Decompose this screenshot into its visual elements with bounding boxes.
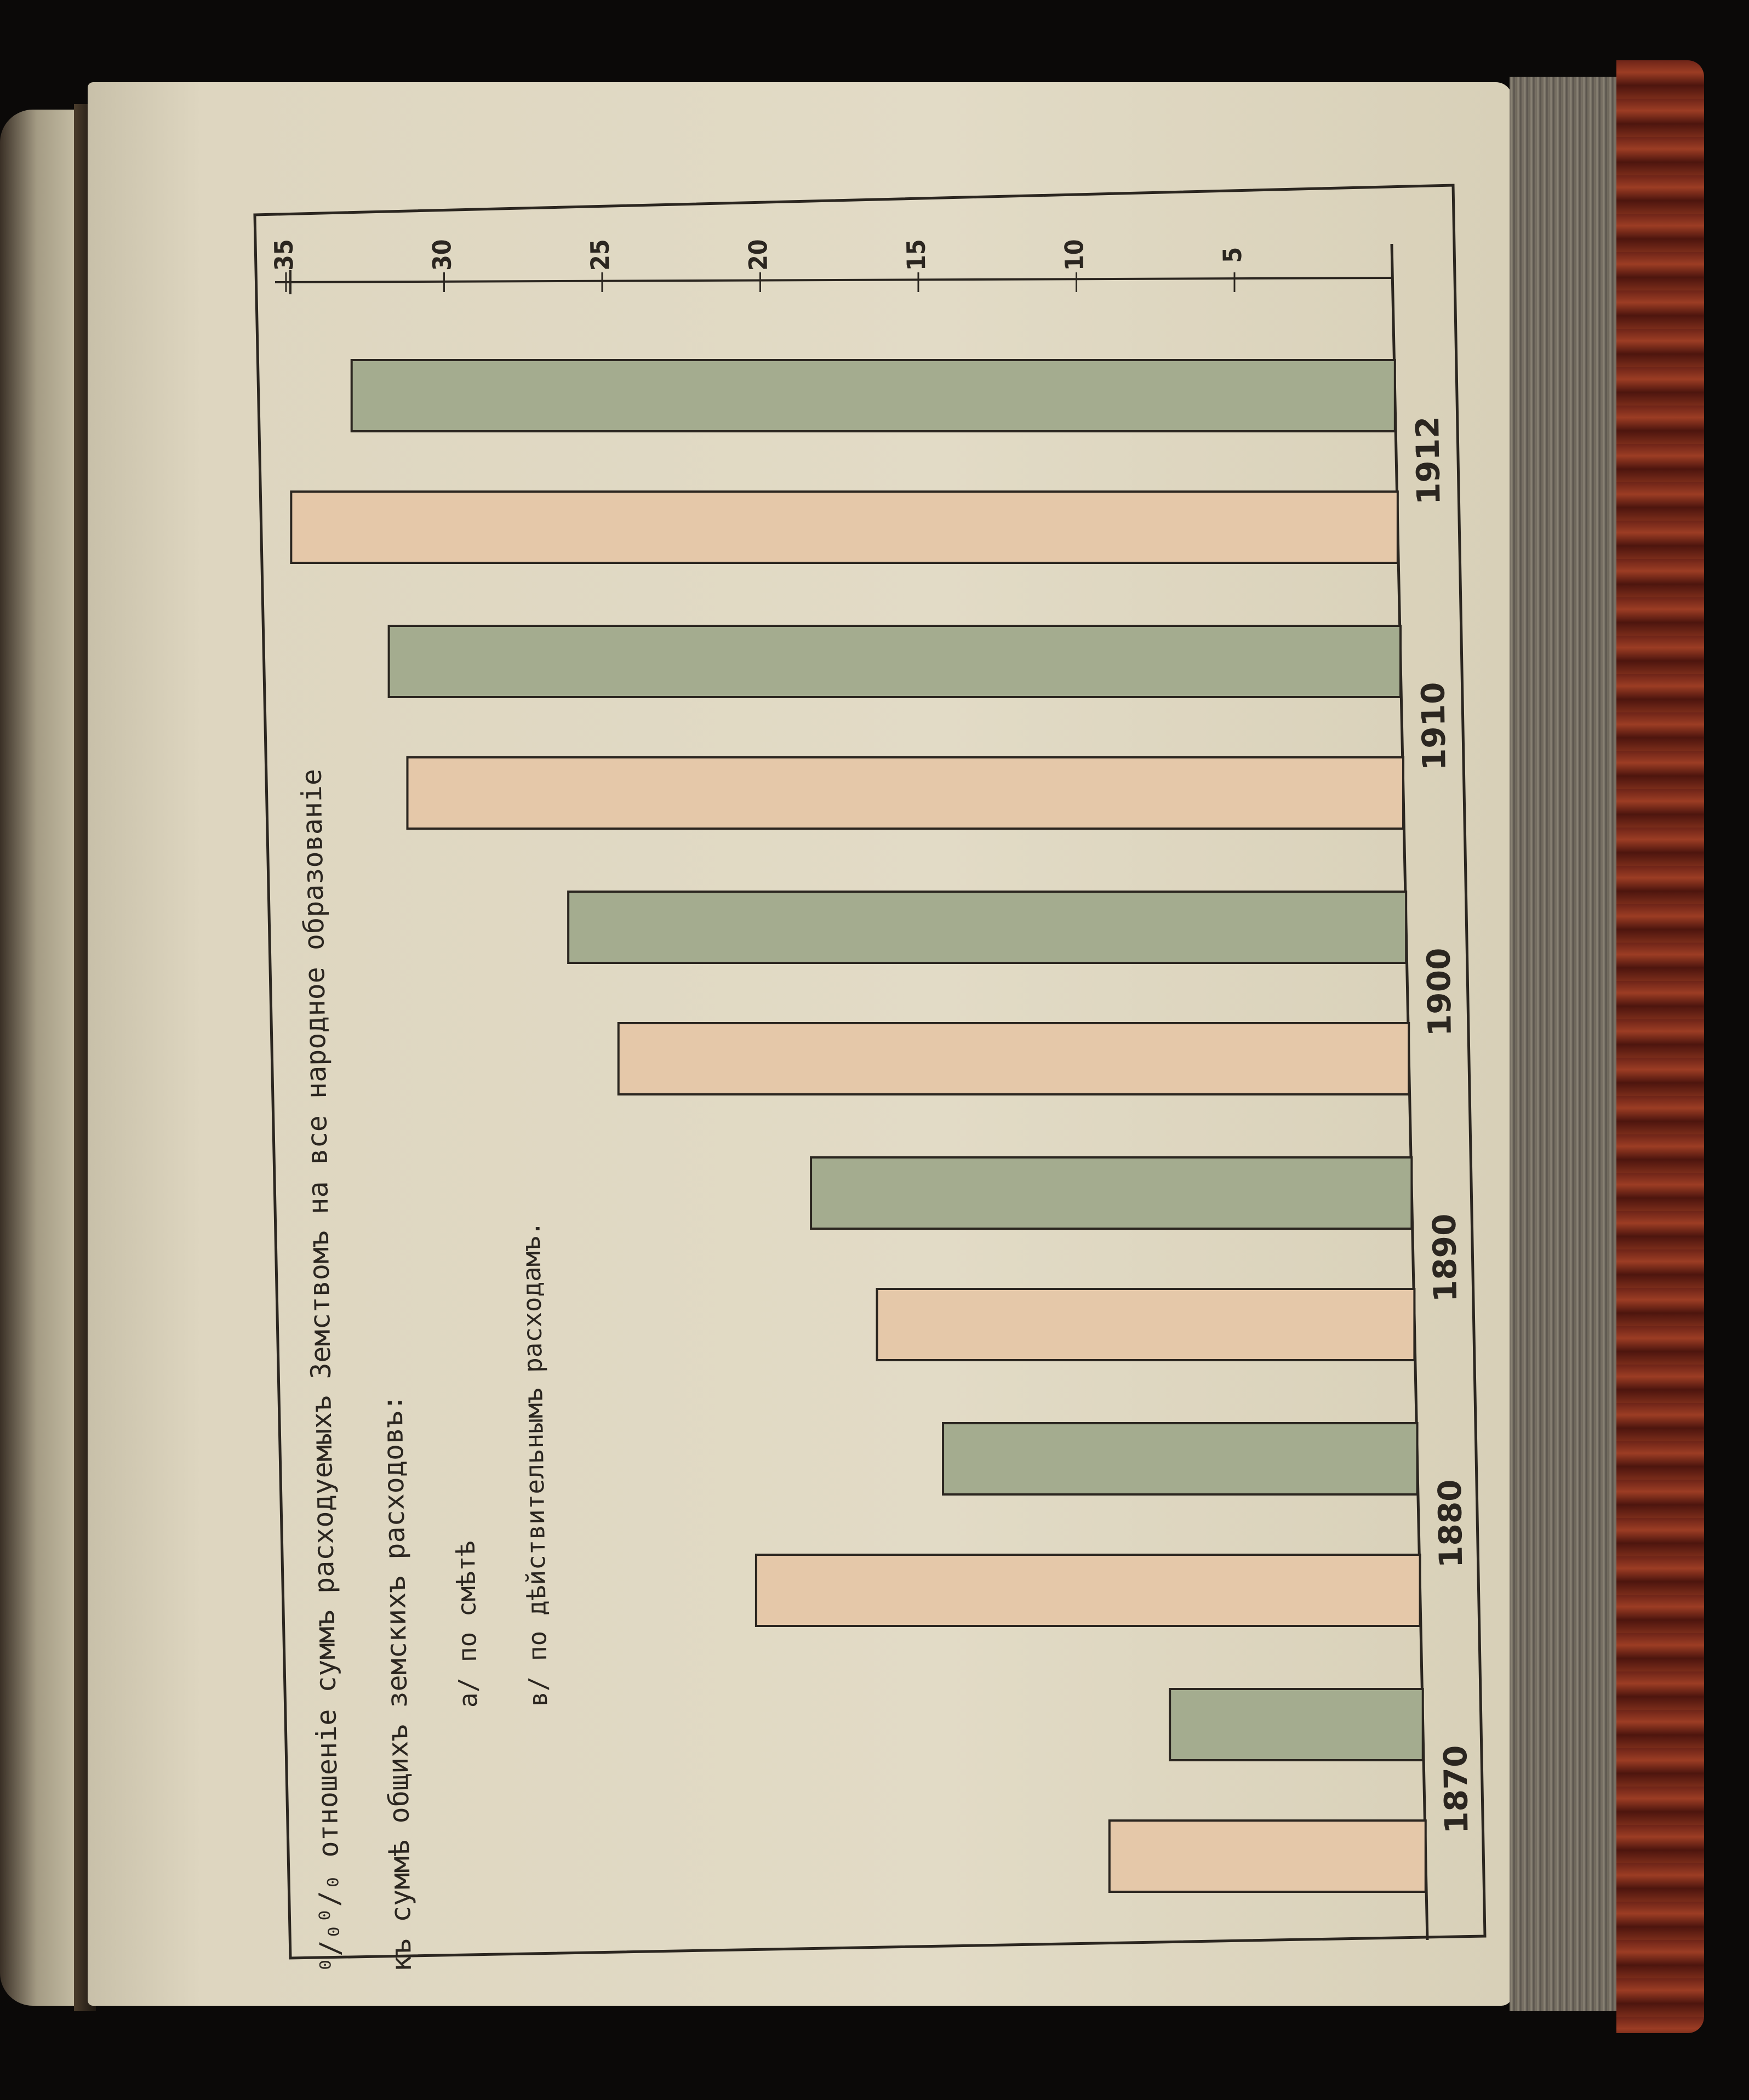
bar-1912-series-a (291, 492, 1398, 563)
category-label-1890: 1890 (1425, 1213, 1465, 1303)
tick-label-25: 25 (585, 239, 615, 271)
tick-label-35: 35 (268, 239, 299, 271)
category-label-1880: 1880 (1431, 1479, 1470, 1568)
category-label-1870: 1870 (1436, 1745, 1476, 1834)
bar-1880-series-b (943, 1423, 1418, 1494)
tick-label-15: 15 (901, 239, 931, 271)
category-label-1900: 1900 (1420, 948, 1459, 1037)
bar-1890-series-a (877, 1289, 1415, 1360)
bar-1870-series-b (1170, 1689, 1423, 1760)
bar-1900-series-a (619, 1023, 1409, 1094)
value-axis-line (275, 278, 1393, 282)
chart-subtitle: къ суммѣ общихъ земскихъ расходовъ: (376, 1394, 418, 1972)
tick-label-5: 5 (1217, 247, 1248, 264)
bar-1870-series-a (1110, 1821, 1426, 1892)
bar-1880-series-a (756, 1555, 1420, 1626)
legend-series-a: а/ по смѣтѣ (450, 1540, 483, 1708)
category-label-1912: 1912 (1409, 416, 1448, 505)
chart-title: ⁰/₀⁰/₀ отношеніе суммъ расходуемыхъ Земствомъ на все народное образованіе (295, 768, 346, 1973)
tick-label-20: 20 (743, 239, 773, 271)
category-label-1910: 1910 (1414, 682, 1453, 771)
legend-series-b: в/ по дѣйствительнымъ расходамъ. (516, 1220, 553, 1707)
value-ticks (269, 239, 1248, 292)
chart-text (295, 766, 557, 1973)
bar-1890-series-b (811, 1157, 1411, 1229)
tick-label-10: 10 (1059, 239, 1089, 271)
bar-1910-series-b (389, 626, 1401, 697)
bar-1912-series-b (352, 360, 1395, 431)
bar-1910-series-a (407, 757, 1403, 829)
bar-1900-series-b (568, 892, 1406, 963)
tick-label-30: 30 (427, 239, 457, 271)
